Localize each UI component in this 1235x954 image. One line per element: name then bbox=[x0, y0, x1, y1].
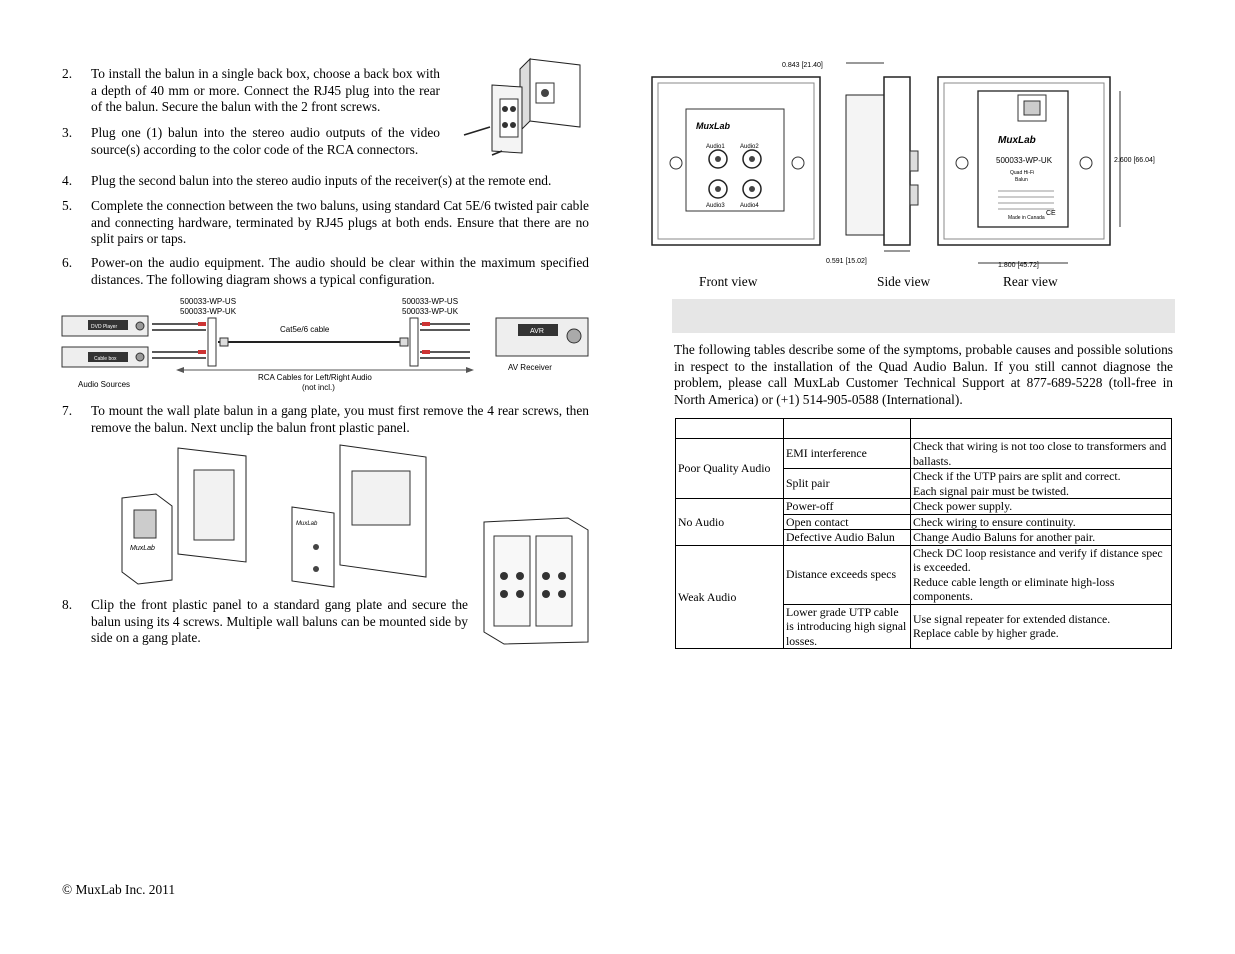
step-number: 2. bbox=[62, 66, 73, 81]
step-number: 4. bbox=[62, 173, 73, 188]
right-model-label-1: 500033-WP-US bbox=[402, 297, 459, 306]
panel-brand-mark: MuxLab bbox=[296, 521, 318, 527]
solution-cell bbox=[911, 545, 1172, 604]
left-model-label-2: 500033-WP-UK bbox=[180, 307, 237, 316]
front-audio-2-label: Audio2 bbox=[740, 144, 759, 150]
solution-cell: Check power supply. bbox=[911, 499, 1172, 515]
table-row bbox=[676, 545, 1172, 604]
section-heading-bar bbox=[672, 299, 1175, 333]
cause-cell: Lower grade UTP cable is introducing high signal losses. bbox=[784, 604, 911, 649]
rear-model: 500033-WP-UK bbox=[996, 156, 1053, 165]
step-number: 6. bbox=[62, 255, 73, 270]
table-row bbox=[676, 499, 1172, 515]
multiple-balun-illustration bbox=[482, 516, 590, 646]
solution-cell bbox=[911, 604, 1172, 649]
typical-configuration-diagram bbox=[60, 294, 592, 394]
solution-cell: Check wiring to ensure continuity. bbox=[911, 514, 1172, 530]
cause-cell: Distance exceeds specs bbox=[784, 545, 911, 604]
balun-removal-illustration bbox=[118, 446, 250, 588]
solution-cell: Change Audio Baluns for another pair. bbox=[911, 530, 1172, 546]
symptom-cell: Poor Quality Audio bbox=[676, 439, 784, 499]
dim-depth-top: 0.843 [21.40] bbox=[782, 62, 823, 69]
solution-cell bbox=[911, 469, 1172, 499]
rear-view-caption: Rear view bbox=[1003, 274, 1058, 289]
step-number: 3. bbox=[62, 125, 73, 140]
step-text: To install the balun in a single back box, choose a back box with a depth of 40 mm or more. Connect the RJ45 plug into the rear of the balun. Secure the balun with the 2 front screws. bbox=[91, 66, 440, 114]
front-audio-4-label: Audio4 bbox=[740, 203, 759, 209]
solution-line: Check if the UTP pairs are split and correct. bbox=[913, 469, 1121, 483]
solution-cell: Check that wiring is not too close to transformers and ballasts. bbox=[911, 439, 1172, 469]
cause-cell: Defective Audio Balun bbox=[784, 530, 911, 546]
cause-cell: Split pair bbox=[784, 469, 911, 499]
avr-display-label: AVR bbox=[530, 328, 544, 335]
cause-cell: EMI interference bbox=[784, 439, 911, 469]
balun-brand-mark: MuxLab bbox=[130, 545, 155, 552]
solution-line: Reduce cable length or eliminate high-loss components. bbox=[913, 574, 1115, 603]
step-text: To mount the wall plate balun in a gang plate, you must first remove the 4 rear screws, then remove the balun. Next unclip the balun front plastic panel. bbox=[91, 403, 589, 435]
rear-brand: MuxLab bbox=[998, 135, 1036, 146]
receiver-label: AV Receiver bbox=[508, 363, 552, 372]
dim-depth-bottom: 0.591 [15.02] bbox=[826, 258, 867, 265]
front-audio-3-label: Audio3 bbox=[706, 203, 725, 209]
rca-label: RCA Cables for Left/Right Audio bbox=[258, 373, 372, 382]
step-text: Clip the front plastic panel to a standard gang plate and secure the balun using its 4 screws. Multiple wall baluns can be mounted side by side on a gang plate. bbox=[91, 597, 468, 645]
table-row bbox=[676, 439, 1172, 469]
cause-cell: Open contact bbox=[784, 514, 911, 530]
symptom-cell: No Audio bbox=[676, 499, 784, 546]
cable-label: Cat5e/6 cable bbox=[280, 325, 330, 334]
right-model-label-2: 500033-WP-UK bbox=[402, 307, 459, 316]
step-text: Plug the second balun into the stereo audio inputs of the receiver(s) at the remote end. bbox=[91, 173, 552, 188]
balun-dimension-drawing bbox=[648, 55, 1178, 270]
copyright-footer: © MuxLab Inc. 2011 bbox=[62, 882, 176, 897]
front-view-caption: Front view bbox=[699, 274, 758, 289]
troubleshooting-intro: The following tables describe some of the symptoms, probable causes and possible solutions in respect to the installation of the Quad Audio Balun. If you still cannot diagnose the problem, please call MuxLab Customer Technical Support at 877-689-5228 (toll-free in North America) or (+1) 514-905-0588 (International). bbox=[674, 342, 1173, 407]
front-audio-1-label: Audio1 bbox=[706, 144, 725, 150]
step-number: 8. bbox=[62, 597, 73, 612]
header-cell bbox=[911, 419, 1172, 439]
step-text: Plug one (1) balun into the stereo audio outputs of the video source(s) according to the color code of the RCA connectors. bbox=[91, 125, 440, 157]
header-cell bbox=[676, 419, 784, 439]
step-text: Complete the connection between the two baluns, using standard Cat 5E/6 twisted pair cable and connecting hardware, terminated by RJ45 plugs at both ends. Ensure that there are no split pairs or taps. bbox=[91, 198, 589, 246]
dvd-player-label: DVD Player bbox=[91, 324, 118, 330]
sources-label: Audio Sources bbox=[78, 380, 131, 389]
step-text: Power-on the audio equipment. The audio should be clear within the maximum specified distances. The following diagram shows a typical configuration. bbox=[91, 255, 589, 287]
rear-made-in-canada: Made in Canada bbox=[1008, 215, 1045, 221]
rear-product-line-2: Balun bbox=[1015, 177, 1028, 183]
rca-not-included: (not incl.) bbox=[302, 383, 335, 392]
gang-plate-illustration bbox=[290, 443, 430, 591]
dim-height: 2.600 [66.04] bbox=[1114, 157, 1155, 164]
front-brand: MuxLab bbox=[696, 121, 731, 131]
back-box-illustration bbox=[462, 57, 590, 159]
table-header-row bbox=[676, 419, 1172, 439]
symptom-cell: Weak Audio bbox=[676, 545, 784, 649]
solution-line: Each signal pair must be twisted. bbox=[913, 483, 1069, 498]
dim-width: 1.800 [45.72] bbox=[998, 262, 1039, 269]
left-model-label-1: 500033-WP-US bbox=[180, 297, 237, 306]
step-number: 5. bbox=[62, 198, 73, 213]
header-cell bbox=[784, 419, 911, 439]
step-number: 7. bbox=[62, 403, 73, 418]
rear-product-line-1: Quad Hi-Fi bbox=[1010, 170, 1035, 176]
cause-cell: Power-off bbox=[784, 499, 911, 515]
solution-line: Replace cable by higher grade. bbox=[913, 626, 1059, 641]
cable-box-label: Cable box bbox=[94, 356, 117, 362]
solution-line: Use signal repeater for extended distance. bbox=[913, 611, 1111, 626]
solution-line: Check DC loop resistance and verify if distance spec is exceeded. bbox=[913, 545, 1163, 574]
troubleshooting-table bbox=[675, 418, 1172, 649]
side-view-caption: Side view bbox=[877, 274, 931, 289]
rear-ce-mark: CE bbox=[1046, 210, 1056, 217]
